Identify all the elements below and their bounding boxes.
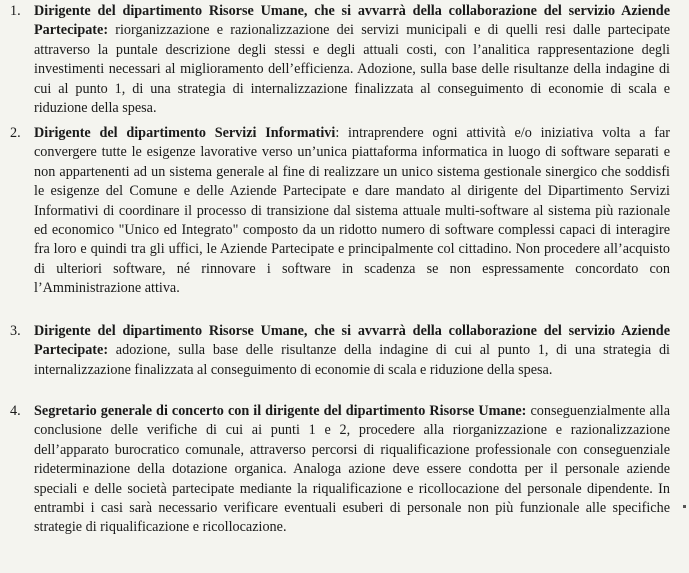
item-number: 2. (10, 125, 21, 141)
item-number: 3. (10, 323, 21, 339)
scan-speck (683, 505, 686, 508)
item-body: adozione, sulla base delle risultanze della indagine di cui al punto 1, di una strategia di internalizzazione finalizzata al conseguimento di economie di scala e riduzione della spesa. (34, 342, 670, 378)
item-lead: Segretario generale di concerto con il dirigente del dipartimento Risorse Umane: (34, 403, 527, 419)
list-item (10, 124, 670, 299)
list-item (10, 2, 670, 118)
item-body: conseguenzialmente alla conclusione delle verifiche di cui ai punti 1 e 2, procedere alla riorganizzazione e razionalizzazione dell’apparato burocratico comunale, attraverso percorsi di riqualificazione professionale con conseguenziale rideterminazione della dotazione organica. Analoga azione deve essere condotta per il personale aziende speciali e delle società partecipate mediante la riqualificazione e ricollocazione del personale dipendente. In entrambi i casi sarà necessario verificare eventuali esuberi di personale non più funzionale alle specifiche strategie di riqualificazione e ricollocazione. (34, 403, 670, 536)
item-lead: Dirigente del dipartimento Risorse Umane, che si avvarrà della collaborazione del servizio Aziende Partecipate: (34, 323, 670, 359)
item-number: 4. (10, 403, 21, 419)
item-lead: Dirigente del dipartimento Risorse Umane, che si avvarrà della collaborazione del servizio Aziende Partecipate: (34, 3, 670, 39)
item-body: : intraprendere ogni attività e/o iniziativa volta a far convergere tutte le esigenze lavorative verso un’unica piattaforma informatica in luogo di software separati e non appartenenti ad un sistema generale al fine di realizzare un unico sistema gestionale sinergico che soddisfi le esigenze del Comune e delle Aziende Partecipate e dare mandato al dirigente del Dipartimento Servizi Informativi di coordinare il processo di transizione dal sistema attuale multi-software al sistema più razionale ed economico "Unico ed Integrato" composto da un ridotto numero di software complessi capaci di interagire fra loro e quindi tra gli uffici, le Aziende Partecipate e principalmente col cittadino. Non procedere all’acquisto di ulteriori software, né rinnovare i software in scadenza se non espressamente concordato con l’Amministrazione attiva. (34, 125, 670, 297)
item-lead: Dirigente del dipartimento Servizi Informativi (34, 125, 336, 141)
item-number: 1. (10, 3, 21, 19)
list-item (10, 322, 670, 380)
item-body: riorganizzazione e razionalizzazione dei servizi municipali e di quelli resi dalle partecipate attraverso la puntale descrizione degli stessi e degli attuali costi, con l’analitica rappresentazione degli investimenti necessari al miglioramento dell’efficienza. Adozione, sulla base delle risultanze della indagine di cui al punto 1, di una strategia di internalizzazione finalizzata al conseguimento di economie di scala e riduzione della spesa. (34, 22, 670, 117)
list-item (10, 402, 670, 538)
